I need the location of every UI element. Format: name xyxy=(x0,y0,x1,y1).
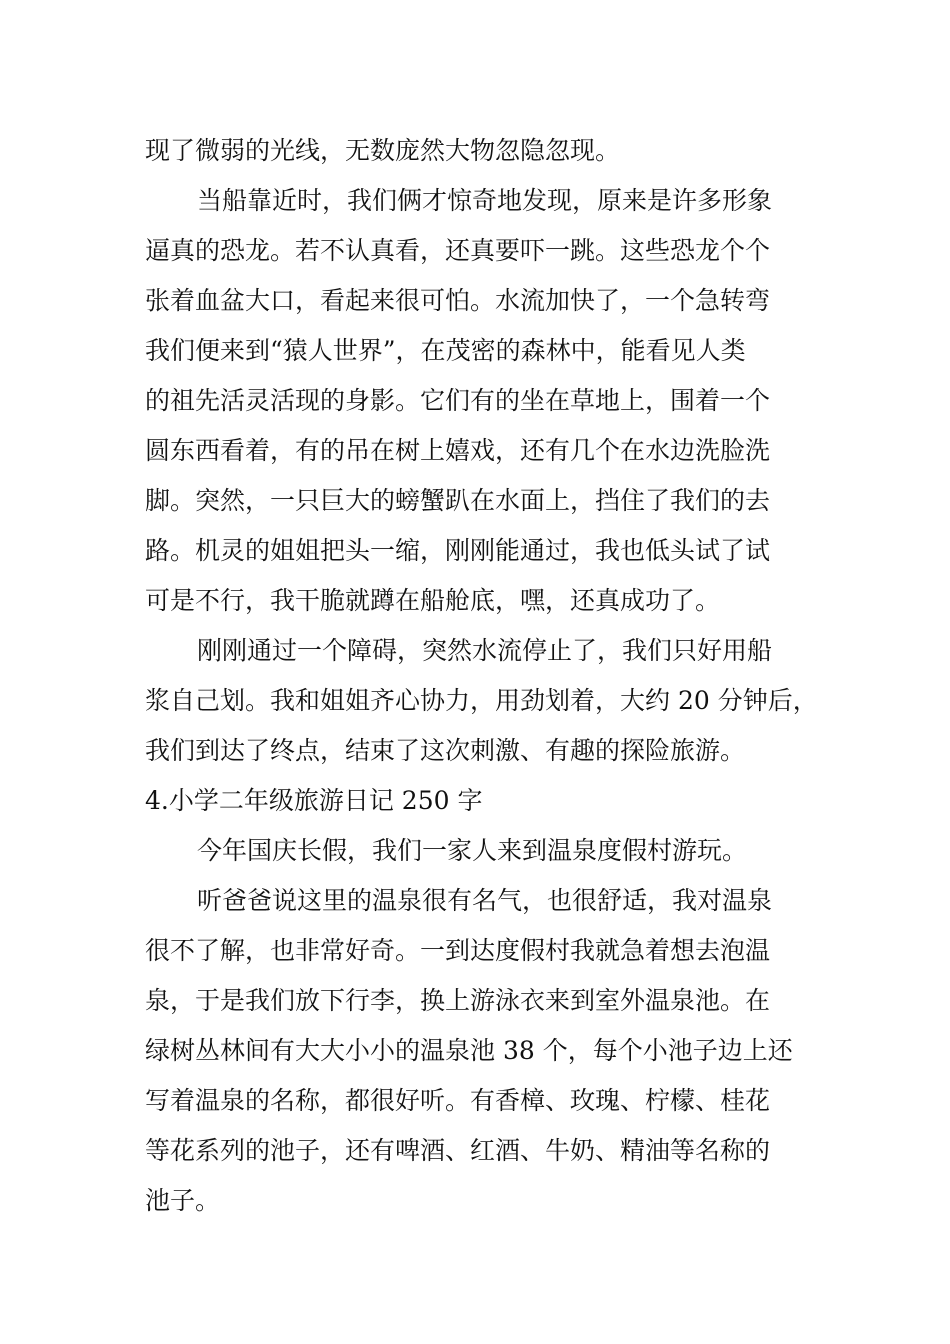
text-line: 可是不行，我干脆就蹲在船舱底，嘿，还真成功了。 xyxy=(145,586,721,615)
text-line: 的祖先活灵活现的身影。它们有的坐在草地上，围着一个 xyxy=(145,386,771,415)
text-line: 池子。 xyxy=(145,1186,221,1215)
text-line: 很不了解，也非常好奇。一到达度假村我就急着想去泡温 xyxy=(145,936,771,965)
paragraph-start-line: 刚刚通过一个障碍，突然水流停止了，我们只好用船 xyxy=(197,636,773,665)
text-line: 浆自己划。我和姐姐齐心协力，用劲划着，大约 20 分钟后， xyxy=(145,686,818,715)
paragraph-start-line: 当船靠近时，我们俩才惊奇地发现，原来是许多形象 xyxy=(197,186,773,215)
text-line: 等花系列的池子，还有啤酒、红酒、牛奶、精油等名称的 xyxy=(145,1136,771,1165)
text-line: 绿树丛林间有大大小小的温泉池 38 个，每个小池子边上还 xyxy=(145,1036,793,1065)
text-line: 写着温泉的名称，都很好听。有香樟、玫瑰、柠檬、桂花 xyxy=(145,1086,771,1115)
text-line: 脚。突然，一只巨大的螃蟹趴在水面上，挡住了我们的去 xyxy=(145,486,771,515)
text-line: 逼真的恐龙。若不认真看，还真要吓一跳。这些恐龙个个 xyxy=(145,236,771,265)
text-line: 泉，于是我们放下行李，换上游泳衣来到室外温泉池。在 xyxy=(145,986,771,1015)
paragraph-start-line: 今年国庆长假，我们一家人来到温泉度假村游玩。 xyxy=(197,836,748,865)
text-line: 我们便来到“猿人世界”，在茂密的森林中，能看见人类 xyxy=(145,336,746,365)
section-heading: 4.小学二年级旅游日记 250 字 xyxy=(145,786,483,815)
paragraph-start-line: 听爸爸说这里的温泉很有名气，也很舒适，我对温泉 xyxy=(197,886,773,915)
text-line: 我们到达了终点，结束了这次刺激、有趣的探险旅游。 xyxy=(145,736,746,765)
text-line: 路。机灵的姐姐把头一缩，刚刚能通过，我也低头试了试 xyxy=(145,536,771,565)
text-line: 张着血盆大口，看起来很可怕。水流加快了，一个急转弯 xyxy=(145,286,771,315)
document-body xyxy=(145,126,818,1226)
text-line: 现了微弱的光线，无数庞然大物忽隐忽现。 xyxy=(145,136,621,165)
text-line: 圆东西看着，有的吊在树上嬉戏，还有几个在水边洗脸洗 xyxy=(145,436,771,465)
